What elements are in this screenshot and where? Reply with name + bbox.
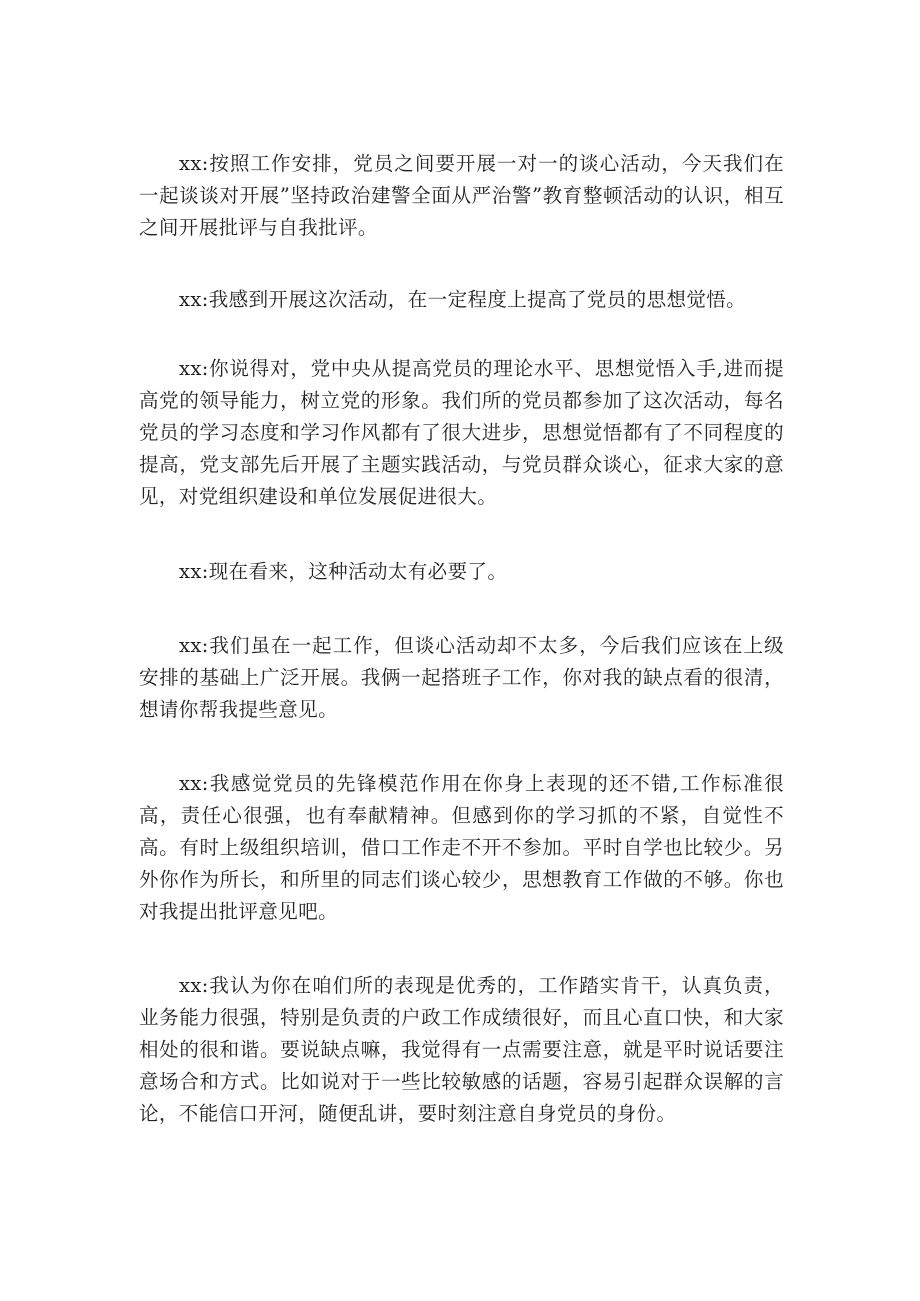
paragraph-3: xx:你说得对，党中央从提高党员的理论水平、思想觉悟入手,进而提高党的领导能力，树立党的形象。我们所的党员都参加了这次活动，每名党员的学习态度和学习作风都有了很大进步，思想觉悟都有了不同程度的提高，党支部先后开展了主题实践活动，与党员群众谈心，征求大家的意见，对党组织建设和单位发展促进很大。 [139,357,784,508]
paragraph-4: xx:现在看来，这种活动太有必要了。 [179,560,508,583]
paragraph-1: xx:按照工作安排，党员之间要开展一对一的谈心活动，今天我们在一起谈谈对开展”坚持政治建警全面从严治警”教育整顿活动的认识，相互之间开展批评与自我批评。 [139,152,784,239]
document-body [139,148,784,1130]
paragraph-5: xx:我们虽在一起工作，但谈心活动却不太多，今后我们应该在上级安排的基础上广泛开展。我俩一起搭班子工作，你对我的缺点看的很清，想请你帮我提些意见。 [139,634,784,721]
paragraph-6: xx:我感觉党员的先锋模范作用在你身上表现的还不错,工作标准很高，责任心很强，也有奉献精神。但感到你的学习抓的不紧，自觉性不高。有时上级组织培训，借口工作走不开不参加。平时自学也比较少。另外你作为所长，和所里的同志们谈心较少，思想教育工作做的不够。你也对我提出批评意见吧。 [139,772,784,923]
paragraph-2: xx:我感到开展这次活动，在一定程度上提高了党员的思想觉悟。 [179,288,747,311]
paragraph-7: xx:我认为你在咱们所的表现是优秀的，工作踏实肯干，认真负责，业务能力很强，特别是负责的户政工作成绩很好，而且心直口快，和大家相处的很和谐。要说缺点嘛，我觉得有一点需要注意，就是平时说话要注意场合和方式。比如说对于一些比较敏感的话题，容易引起群众误解的言论，不能信口开河，随便乱讲，要时刻注意自身党员的身份。 [139,974,784,1125]
